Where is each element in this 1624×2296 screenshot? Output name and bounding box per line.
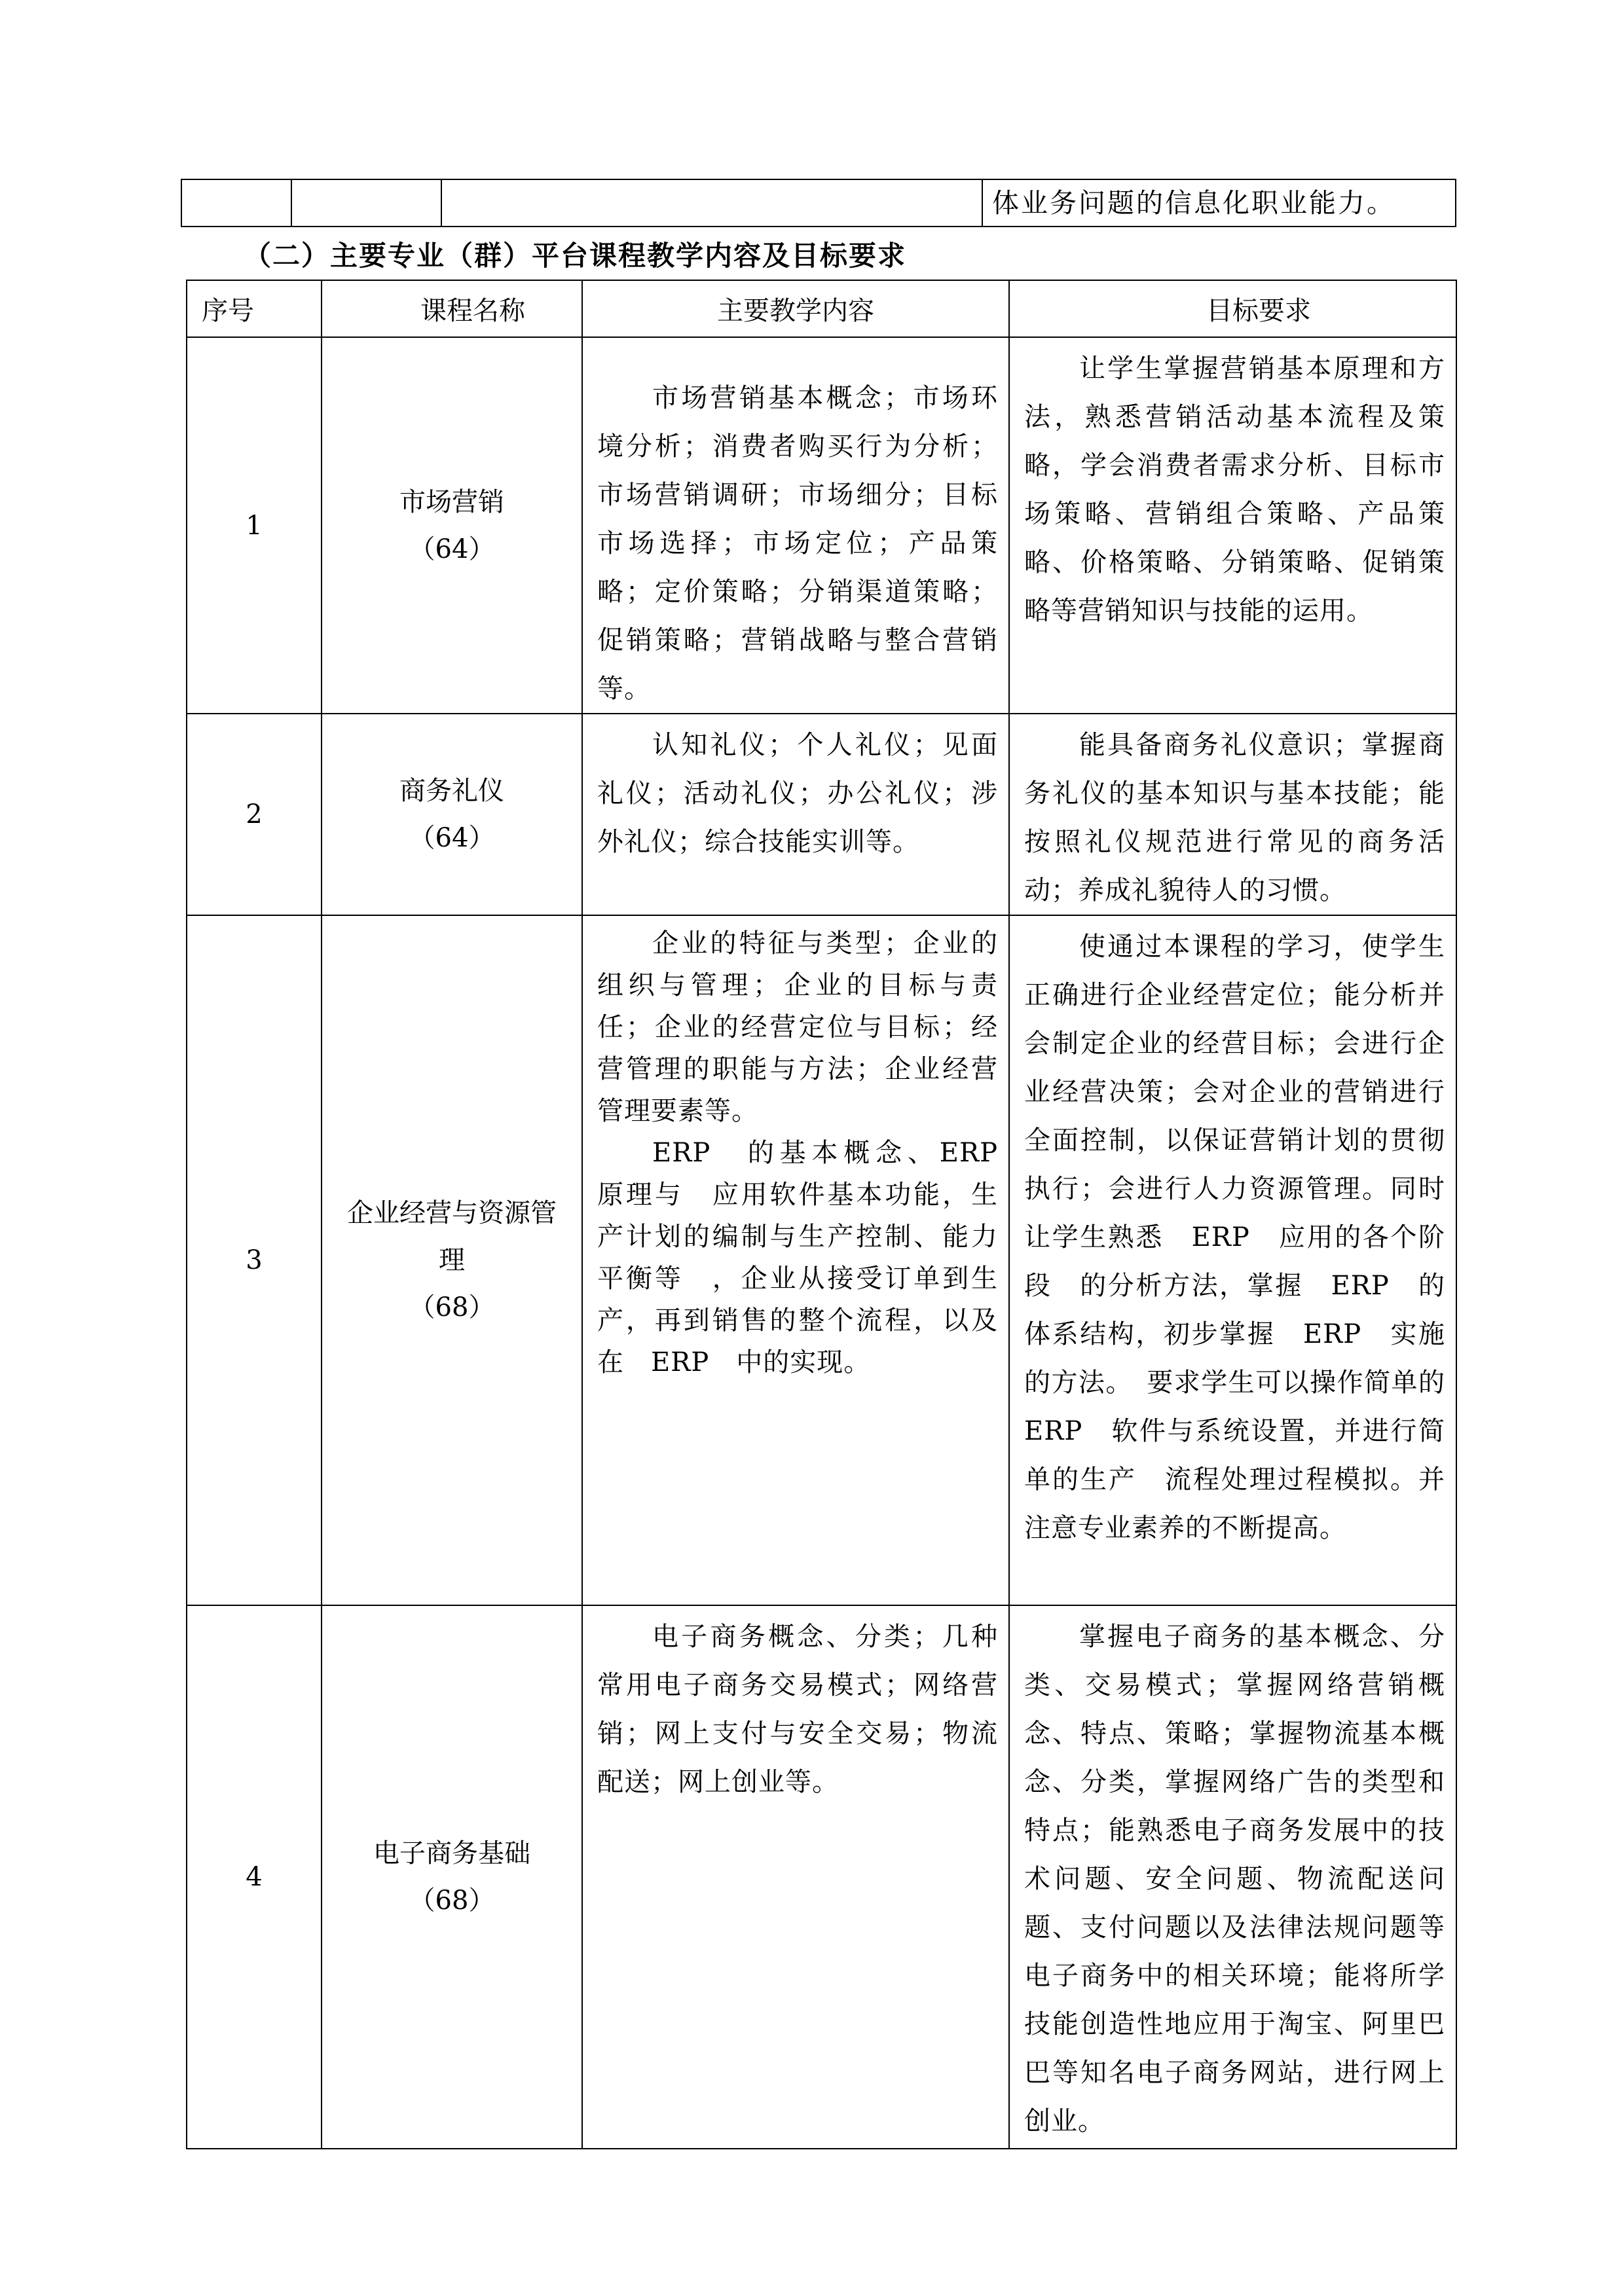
course-name-cell	[322, 714, 582, 915]
row-number: 4	[187, 1605, 322, 2149]
content-cell	[582, 915, 1025, 1605]
section-title: （二）主要专业（群）平台课程教学内容及目标要求	[244, 240, 907, 272]
course-hours: （68）	[409, 1886, 495, 1916]
course-target: 掌握电子商务的基本概念、分类、交易模式；掌握网络营销概念、特点、策略；掌握物流基本概念、分类，掌握网络广告的类型和特点；能熟悉电子商务发展中的技术问题、安全问题、物流配送问题、支付问题以及法律法规问题等电子商务中的相关环境；能将所学技能创造性地应用于淘宝、阿里巴巴等知名电子商务网站，进行网上创业。	[1024, 1622, 1445, 2136]
course-name-cell	[322, 915, 582, 1605]
empty-cell	[441, 179, 982, 227]
course-name: 市场营销	[399, 486, 504, 517]
target-cell	[1009, 915, 1472, 1605]
table-row	[187, 1605, 1456, 2149]
continuation-row	[181, 179, 1456, 227]
empty-cell	[181, 179, 291, 227]
row-number: 2	[187, 714, 322, 915]
table-row	[187, 337, 1456, 714]
course-name-cell	[322, 1605, 582, 2149]
course-name: 电子商务基础	[373, 1838, 530, 1868]
header-target: 目标要求	[1009, 280, 1456, 337]
content-cell	[582, 714, 1009, 915]
course-hours: （64）	[409, 823, 495, 853]
row-number: 3	[187, 915, 322, 1605]
table-row	[187, 915, 1456, 1605]
target-cell	[1009, 714, 1456, 915]
continuation-target-cell: 体业务问题的信息化职业能力。	[982, 179, 1456, 227]
header-course-name: 课程名称	[322, 280, 582, 337]
continuation-table	[181, 179, 1456, 227]
course-content: 电子商务概念、分类；几种常用电子商务交易模式；网络营销；网上支付与安全交易；物流配送；网上创业等。	[597, 1622, 998, 1797]
empty-cell	[291, 179, 441, 227]
course-name-cell	[322, 337, 582, 714]
course-hours: （68）	[409, 1292, 495, 1322]
course-content: 市场营销基本概念；市场环境分析；消费者购买行为分析；市场营销调研；市场细分；目标市场选择；市场定位；产品策略；定价策略；分销渠道策略；促销策略；营销战略与整合营销等。	[597, 383, 998, 704]
course-table	[186, 280, 1472, 2149]
content-cell	[582, 337, 1009, 714]
target-cell	[1009, 337, 1456, 714]
course-content: 认知礼仪；个人礼仪；见面礼仪；活动礼仪；办公礼仪；涉外礼仪；综合技能实训等。	[597, 730, 998, 857]
table-row	[187, 714, 1456, 915]
course-target: 使通过本课程的学习，使学生正确进行企业经营定位；能分析并会制定企业的经营目标；会进行企业经营决策；会对企业的营销进行全面控制，以保证营销计划的贯彻执行；会进行人力资源管理。同时让学生熟悉 ERP 应用的各个阶段 的分析方法，掌握 ERP 的体系结构，初步掌握 ERP 实施的方法。 要求学生可以操作简单的 ERP 软件与系统设置，并进行简单的生产 流程处理过程模拟。并注意专业素养的不断提高。	[1024, 932, 1472, 1543]
course-target: 能具备商务礼仪意识；掌握商务礼仪的基本知识与基本技能；能按照礼仪规范进行常见的商务活动；养成礼貌待人的习惯。	[1024, 730, 1445, 905]
target-cell	[1009, 1605, 1456, 2149]
header-content: 主要教学内容	[582, 280, 1009, 337]
course-hours: （64）	[409, 534, 495, 564]
table-header-row	[187, 280, 1456, 337]
row-number: 1	[187, 337, 322, 714]
course-target: 让学生掌握营销基本原理和方法，熟悉营销活动基本流程及策略，学会消费者需求分析、目标市场策略、营销组合策略、产品策略、价格策略、分销策略、促销策略等营销知识与技能的运用。	[1024, 354, 1445, 626]
course-content: 企业的特征与类型；企业的组织与管理；企业的目标与责任；企业的经营定位与目标；经营管理的职能与方法；企业经营管理要素等。	[597, 928, 998, 1126]
course-name: 商务礼仪	[399, 776, 504, 806]
course-name: 企业经营与资源管理	[347, 1198, 557, 1275]
course-content-erp: ERP 的基本概念、ERP 原理与 应用软件基本功能，生产计划的编制与生产控制、能力平衡等 ，企业从接受订单到生产，再到销售的整个流程，以及在 ERP 中的实现。	[597, 1138, 1025, 1377]
content-cell	[582, 1605, 1009, 2149]
header-no: 序号	[187, 280, 322, 337]
